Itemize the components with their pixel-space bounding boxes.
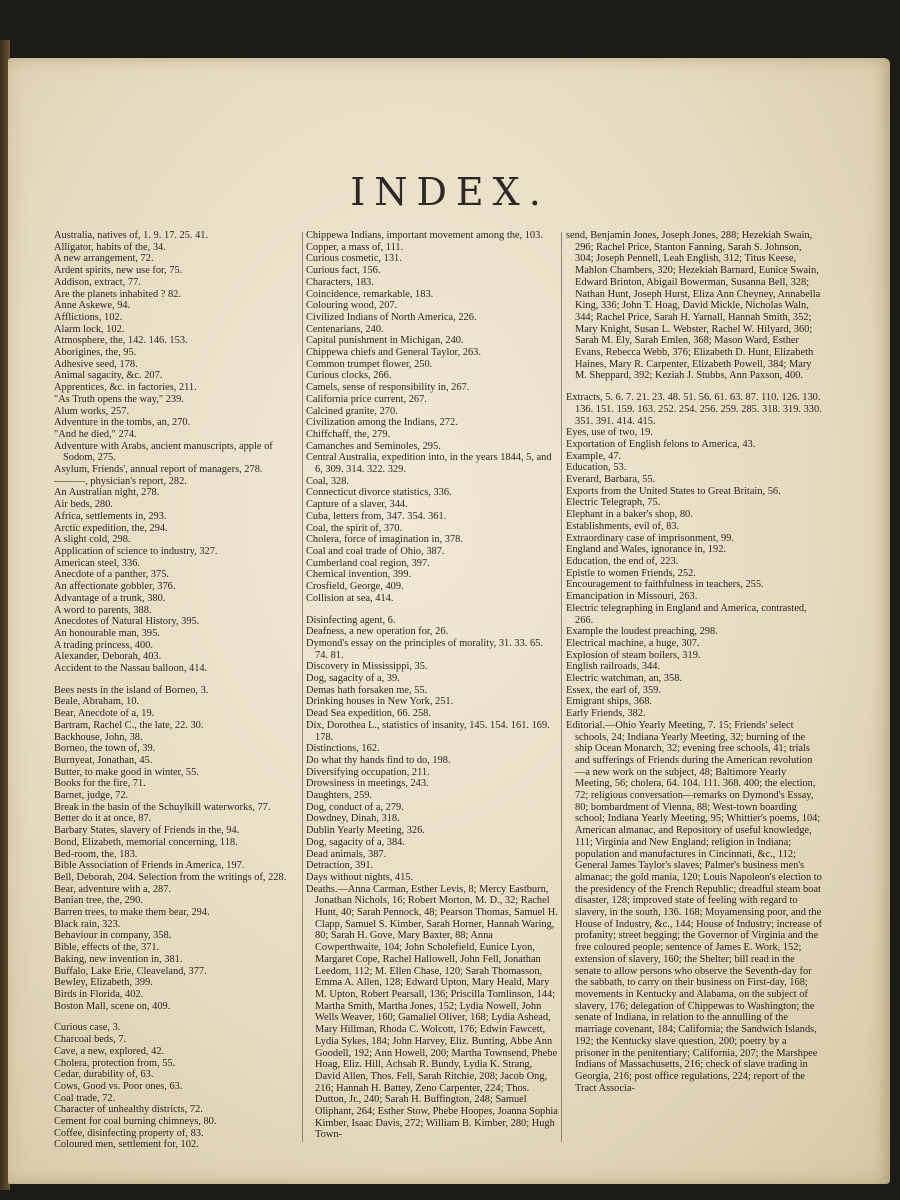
index-entry: Capture of a slaver, 344. — [306, 499, 408, 511]
index-entry: Cedar, durability of, 63. — [54, 1069, 154, 1081]
index-entry: Diversifying occupation, 211. — [306, 766, 430, 778]
section-gap — [306, 605, 558, 615]
index-entry: Emigrant ships, 368. — [566, 696, 653, 708]
index-entry: Daughters, 259. — [306, 790, 373, 802]
index-entry: Deaths.—Anna Carman, Esther Levis, 8; Mercy Eastburn, Jonathan Nichols, 16; Robert Morton, M. D., 32; Rachel Hunt, 40; Sarah Pennock, 48; Pearson Thomas, Samuel H. Clapp, Samuel S. Kimber, Sarah Horner, Hannah Waring, 80; Sarah H. Gove, Mary Baxter, 88; Anna Cowperthwaite, 104; John Scholefield, Eunice Lyon, Margaret Cope, Rachel Hallowell, John Fell, Jonathan Leedom, 112; M. Ellen Chase, 120; Sarah Thomasson, Emma A. Allen, 128; Edward Upton, Mary Heald, Mary M. Upton, Robert Pearsall, 136; Priscilla Tomlinson, 144; Martha Smith, Martha Jones, 152; Lydia Nowell, John Wells Weaver, 160; Gamaliel Oliver, 168; Lydia Ashead, Mary Hillman, Rhoda C. Wolcott, 176; Edwin Fawcett, Lydia Sykes, 184; John Harvey, Eliz. Bunting, Abbe Ann Goodell, 192; Ann Howell, 200; Martha Townsend, Phebe Hoag, Eliz. Hill, Achsah R. Bundy, Lydia K. Strang, David Allen, Thos. Fell, Sarah Ritchie, 208; Jacob Ong, 216; Hannah H. Battey, Zeno Carpenter, 224; Thos. Dutton, Jr., 240; Sarah H. Buffington, 248; Samuel Oliphant, 264; Esther Stow, Phebe Hoopes, Joanna Sophia Kimber, Isaac Davis, 272; William B. Kimber, 280; Hugh Town- — [306, 883, 558, 1141]
index-entry: Exports from the United States to Great Britain, 56. — [566, 485, 781, 497]
index-entry: Dymond's essay on the principles of morality, 31. 33. 65. 74. 81. — [306, 637, 543, 661]
index-entry: Air beds, 280. — [54, 499, 113, 511]
index-entry: Curious case, 3. — [54, 1022, 121, 1034]
index-entry: A word to parents, 388. — [54, 604, 152, 616]
index-entry: Bed-room, the, 183. — [54, 848, 138, 860]
section-gap — [54, 1012, 298, 1022]
index-entry: Addison, extract, 77. — [54, 276, 141, 288]
index-entry: Cuba, letters from, 347. 354. 361. — [306, 510, 447, 522]
index-entry: send, Benjamin Jones, Joseph Jones, 288; Hezekiah Swain, 296; Rachel Price, Stanton Fanning, Sarah S. Johnson, 304; Joseph Pennell, Leah English, 312; Titus Keese, Mahlon Chambers, 320; Hezekiah Barnard, Eunice Swain, Edward Brinton, Abigail Bowerman, Susanna Bell, 328; Nathan Hunt, Joseph Hurst, Eliza Ann Cheyney, Annabella King, 336; John T. Hoag, David Mickle, Nicholas Waln, 344; Rachel Price, Sarah H. Yarnall, Hannah Smith, 352; Mary Knight, Susan L. Webster, Rachel W. Hilyard, 360; Sarah M. Ely, Sarah Emlen, 368; Mason Ward, Esther Evans, Rebecca Webb, 376; Elizabeth D. Hunt, Elizabeth Haines, Mary R. Carpenter, Elizabeth Powell, 384; Mary M. Sheppard, 392; Keziah J. Stubbs, Ann Paxson, 400. — [566, 230, 821, 382]
index-entry: Camels, sense of responsibility in, 267. — [306, 382, 470, 394]
index-entry: Behaviour in company, 358. — [54, 930, 172, 942]
index-entry: Establishments, evil of, 83. — [566, 520, 680, 532]
index-entry: Bible Association of Friends in America, 197. — [54, 860, 245, 872]
index-entry: Anecdotes of Natural History, 395. — [54, 616, 200, 628]
index-entry: Example, 47. — [566, 450, 622, 462]
index-entry: Coal trade, 72. — [54, 1092, 116, 1104]
index-entry: Accident to the Nassau balloon, 414. — [54, 663, 208, 675]
index-entry: Common trumpet flower, 250. — [306, 358, 433, 370]
index-entry: Apprentices, &c. in factories, 211. — [54, 382, 197, 394]
index-entry: Banian tree, the, 290. — [54, 895, 143, 907]
index-entry: Boston Mall, scene on, 409. — [54, 1000, 171, 1012]
index-entry: Central Australia, expedition into, in the years 1844, 5, and 6, 309. 314. 322. 329. — [306, 452, 552, 476]
index-entry: Barbary States, slavery of Friends in the, 94. — [54, 825, 240, 837]
index-entry: Dog, conduct of a, 279. — [306, 801, 404, 813]
index-entry: Adhesive seed, 178. — [54, 358, 138, 370]
index-entry: Detraction, 391. — [306, 860, 374, 872]
index-entry: Editorial.—Ohio Yearly Meeting, 7. 15; Friends' select schools, 24; Indiana Yearly Meeting, 32; burning of the ship Ocean Monarch, 32; evening free schools, 41; trials and sufferings of Friends during the American revolution—a new work on the subject, 48; Baltimore Yearly Meeting, 56; cholera, 64. 104. 111. 368. 400; the election, 72; religious conversation—remarks on Dymond's Essay, 80; bombardment of Vienna, 88; West-town boarding school; Indiana Yearly Meeting, 95; Whittier's poems, 104; American almanac, and Repository of useful knowledge, 111; Virginia and New England; religion in Indiana; population and manufactures in Cincinnati, &c., 112; General James Taylor's slaves; Palmer's business men's almanac; the gold mania, 120; Louis Napoleon's election to the presidency of the French Republic; dreadful steam boat disaster, 128; improved state of feeling with regard to slavery, in the south, 136. 168; Moyamensing poor, and the House of Industry, &c., 144; House of Industry; increase of profanity; street begging; the Governor of Virginia and the free coloured people; sentence of James E. Work, 152; extension of slavery, 160; the Shelter; bill read in the senate to allow persons who observe the Seventh-day for the sabbath, to carry on their business on First-day, 168; movements in Kentucky and Alabama, on the subject of slavery, 176; delegation of Chippewas to Washington; the senate of Indiana, in relation to the annulling of the marriage covenant, 184; California; the Sandwich Islands, 192; the Kentucky slave question, 200; poetry by a prisoner in the penitentiary; California, 207; the Marshpee Indians of Massachusetts, 216; check of slave trading in Georgia, 216; post office regulations, 224; report of the Tract Associa- — [566, 719, 822, 1094]
index-entry: Bartram, Rachel C., the late, 22. 30. — [54, 719, 204, 731]
index-entry: Bear, adventure with a, 287. — [54, 883, 172, 895]
index-entry: Electric telegraphing in England and America, contrasted, 266. — [566, 602, 807, 626]
index-entry: Cows, Good vs. Poor ones, 63. — [54, 1080, 183, 1092]
index-entry: Australia, natives of, 1. 9. 17. 25. 41. — [54, 230, 209, 241]
index-entry: Do what thy hands find to do, 198. — [306, 754, 451, 766]
index-entry: Alarm lock, 102. — [54, 323, 125, 335]
column-rule-1 — [302, 232, 303, 1142]
index-entry: Education, 53. — [566, 462, 627, 474]
index-entry: Civilization among the Indians, 272. — [306, 417, 458, 429]
index-entry: Arctic expedition, the, 294. — [54, 522, 168, 534]
index-entry: Cave, a new, explored, 42. — [54, 1045, 165, 1057]
index-entry: Dowdney, Dinah, 318. — [306, 813, 400, 825]
index-entry: Alum works, 257. — [54, 405, 130, 417]
index-entry: Bible, effects of the, 371. — [54, 942, 160, 954]
index-entry: Application of science to industry, 327. — [54, 545, 218, 557]
index-entry: Characters, 183. — [306, 276, 374, 288]
index-entry: Elephant in a baker's shop, 80. — [566, 509, 693, 521]
index-entry: Curious fact, 156. — [306, 265, 381, 277]
index-entry: Chippewa chiefs and General Taylor, 263. — [306, 347, 481, 359]
index-entry: Adventure in the tombs, an, 270. — [54, 417, 191, 429]
index-entry: Education, the end of, 223. — [566, 555, 679, 567]
index-entry: Coal and coal trade of Ohio, 387. — [306, 545, 445, 557]
index-entry: Bees nests in the island of Borneo, 3. — [54, 684, 209, 696]
index-entry: Beale, Abraham, 10. — [54, 696, 140, 708]
index-entry: Bear, Anecdote of a, 19. — [54, 708, 155, 720]
index-entry: Chemical invention, 399. — [306, 569, 412, 581]
index-entry: Electrical machine, a huge, 307. — [566, 637, 700, 649]
index-entry: Alligator, habits of the, 34. — [54, 241, 166, 253]
index-entry: Epistle to women Friends, 252. — [566, 567, 696, 579]
index-entry: Extracts, 5. 6. 7. 21. 23. 48. 51. 56. 61. 63. 87. 110. 126. 130. 136. 151. 159. 163. 252. 254. 256. 259. 285. 318. 319. 330. 351. 391. 414. 415. — [566, 392, 822, 427]
index-entry: Character of unhealthy districts, 72. — [54, 1104, 203, 1116]
index-entry: Afflictions, 102. — [54, 311, 123, 323]
index-entry: Better do it at once, 87. — [54, 813, 152, 825]
index-entry: Exportation of English felons to America, 43. — [566, 438, 756, 450]
index-entry: Example the loudest preaching, 298. — [566, 626, 718, 638]
index-entry: Connecticut divorce statistics, 336. — [306, 487, 452, 499]
index-entry: Books for the fire, 71. — [54, 778, 146, 790]
index-column-2 — [306, 230, 558, 1141]
index-entry: Cholera, force of imagination in, 378. — [306, 534, 463, 546]
index-entry: "As Truth opens the way," 239. — [54, 393, 184, 405]
index-entry: American steel, 336. — [54, 557, 140, 569]
index-entry: Dog, sagacity of a, 384. — [306, 836, 405, 848]
section-gap — [54, 675, 298, 685]
index-entry: Bell, Deborah, 204. Selection from the writings of, 228. — [54, 871, 287, 883]
index-entry: Dublin Yearly Meeting, 326. — [306, 825, 425, 837]
index-entry: Cholera, protection from, 55. — [54, 1057, 176, 1069]
index-entry: Extraordinary case of imprisonment, 99. — [566, 532, 734, 544]
index-entry: Drinking houses in New York, 251. — [306, 696, 454, 708]
index-entry: Dog, sagacity of a, 39. — [306, 673, 400, 685]
index-entry: Coloured men, settlement for, 102. — [54, 1139, 199, 1151]
index-entry: Essex, the earl of, 359. — [566, 684, 661, 696]
index-entry: Alexander, Deborah, 403. — [54, 651, 162, 663]
index-entry: Break in the basin of the Schuylkill waterworks, 77. — [54, 801, 271, 813]
index-entry: Encouragement to faithfulness in teachers, 255. — [566, 579, 764, 591]
index-entry: Chippewa Indians, important movement among the, 103. — [306, 230, 543, 241]
index-entry: Copper, a mass of, 111. — [306, 241, 404, 253]
index-entry: Dead Sea expedition, 66. 258. — [306, 708, 431, 720]
index-entry: Distinctions, 162. — [306, 743, 380, 755]
column-rule-2 — [561, 232, 562, 1142]
index-entry: Electric Telegraph, 75. — [566, 497, 661, 509]
index-entry: An affectionate gobbler, 376. — [54, 581, 176, 593]
index-entry: Electric watchman, an, 358. — [566, 673, 682, 685]
index-entry: Coffee, disinfecting property of, 83. — [54, 1127, 204, 1139]
index-entry: Ardent spirits, new use for, 75. — [54, 265, 183, 277]
index-entry: Calcined granite, 270. — [306, 405, 398, 417]
index-entry: Centenarians, 240. — [306, 323, 384, 335]
index-entry: Barren trees, to make them bear, 294. — [54, 907, 210, 919]
index-entry: Bond, Elizabeth, memorial concerning, 118. — [54, 836, 238, 848]
index-entry: Civilized Indians of North America, 226. — [306, 311, 477, 323]
index-entry: Capital punishment in Michigan, 240. — [306, 335, 464, 347]
index-entry: A trading princess, 400. — [54, 639, 153, 651]
index-entry: "And he died," 274. — [54, 428, 137, 440]
index-entry: Dix, Dorothea L., statistics of insanity, 145. 154. 161. 169. 178. — [306, 719, 550, 743]
index-entry: A new arrangement, 72. — [54, 253, 154, 265]
index-entry: Africa, settlements in, 293. — [54, 510, 167, 522]
index-entry: A slight cold, 298. — [54, 534, 131, 546]
index-entry: Animal sagacity, &c. 207. — [54, 370, 163, 382]
index-entry: Borneo, the town of, 39. — [54, 743, 156, 755]
index-column-1 — [54, 230, 298, 1151]
index-entry: Coal, the spirit of, 370. — [306, 522, 403, 534]
index-entry: Eyes, use of two, 19. — [566, 427, 653, 439]
index-entry: Emancipation in Missouri, 263. — [566, 591, 698, 603]
index-entry: Camanches and Seminoles, 295. — [306, 440, 441, 452]
index-entry: An honourable man, 395. — [54, 627, 160, 639]
page-title: INDEX. — [350, 170, 550, 214]
index-entry: Black rain, 323. — [54, 918, 121, 930]
index-entry: Birds in Florida, 402. — [54, 989, 144, 1000]
index-entry: Drowsiness in meetings, 243. — [306, 778, 429, 790]
index-entry: Explosion of steam boilers, 319. — [566, 649, 701, 661]
index-entry: An Australian night, 278. — [54, 487, 160, 499]
index-entry: Buffalo, Lake Erie, Cleaveland, 377. — [54, 965, 207, 977]
index-entry: Baking, new invention in, 381. — [54, 953, 183, 965]
index-entry: Cumberland coal region, 397. — [306, 557, 430, 569]
index-entry: Dead animals, 387. — [306, 848, 387, 860]
index-entry: Cement for coal burning chimneys, 80. — [54, 1116, 217, 1128]
index-entry: Are the planets inhabited ? 82. — [54, 288, 181, 300]
index-entry: Curious clocks, 266. — [306, 370, 392, 382]
index-entry: Collision at sea, 414. — [306, 592, 394, 604]
index-entry: Anne Askewe, 94. — [54, 300, 131, 312]
index-entry: Curious cosmetic, 131. — [306, 253, 402, 265]
index-entry: Asylum, Friends', annual report of managers, 278. — [54, 464, 263, 476]
index-entry: Days without nights, 415. — [306, 871, 414, 883]
index-entry: English railroads, 344. — [566, 661, 661, 673]
index-entry: Coal, 328. — [306, 475, 350, 487]
index-entry: Charcoal beds, 7. — [54, 1034, 127, 1046]
index-entry: Butter, to make good in winter, 55. — [54, 766, 199, 778]
index-entry: Disinfecting agent, 6. — [306, 614, 396, 626]
index-entry: Backhouse, John, 38. — [54, 731, 143, 743]
index-entry: Advantage of a trunk, 380. — [54, 592, 166, 604]
index-column-3 — [566, 230, 822, 1094]
index-entry: Aborigines, the, 95. — [54, 347, 137, 359]
index-entry: Discovery in Mississippi, 35. — [306, 661, 428, 673]
index-entry: California price current, 267. — [306, 393, 427, 405]
index-entry: Atmosphere, the, 142. 146. 153. — [54, 335, 188, 347]
index-entry: Chiffchaff, the, 279. — [306, 428, 391, 440]
index-entry: Barnet, judge, 72. — [54, 790, 129, 802]
section-gap — [566, 382, 822, 392]
index-entry: England and Wales, ignorance in, 192. — [566, 544, 726, 556]
index-entry: Anecdote of a panther, 375. — [54, 569, 169, 581]
index-entry: Deafness, a new operation for, 26. — [306, 626, 449, 638]
index-entry: Everard, Barbara, 55. — [566, 474, 656, 486]
index-entry: Early Friends, 382. — [566, 708, 646, 720]
index-entry: Burnyeat, Jonathan, 45. — [54, 754, 153, 766]
index-entry: Bewley, Elizabeth, 399. — [54, 977, 153, 989]
index-entry: Adventure with Arabs, ancient manuscripts, apple of Sodom, 275. — [54, 440, 273, 464]
index-entry: Demas hath forsaken me, 55. — [306, 684, 428, 696]
index-entry: Crosfield, George, 409. — [306, 581, 404, 593]
index-entry: ———, physician's report, 282. — [54, 475, 187, 487]
index-entry: Coincidence, remarkable, 183. — [306, 288, 434, 300]
index-entry: Colouring wood, 207. — [306, 300, 398, 312]
